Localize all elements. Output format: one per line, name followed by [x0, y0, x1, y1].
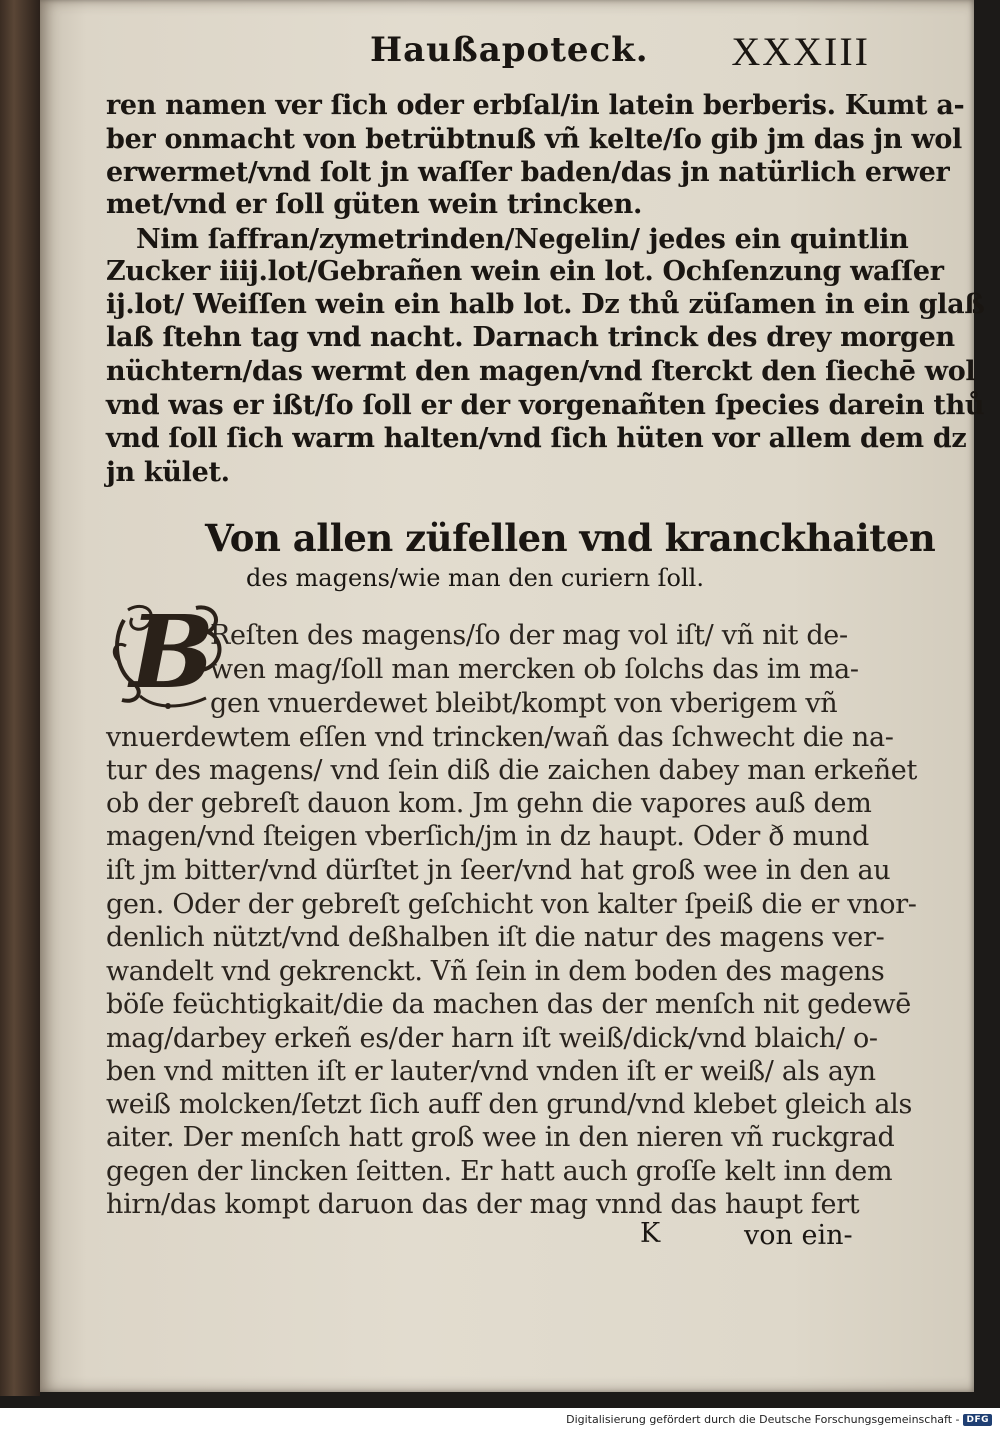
- chapter-subheading: des magens/wie man den curiern ſoll.: [246, 564, 704, 592]
- text-line: laß ſtehn tag vnd nacht. Darnach trinck des drey morgen: [106, 322, 955, 353]
- text-line: wen mag/ſoll man mercken ob ſolchs das im ma‑: [210, 654, 859, 685]
- text-line: Reſten des magens/ſo der mag vol iſt/ vñ nit de‑: [210, 620, 848, 651]
- text-line: met/vnd er ſoll güten wein trincken.: [106, 189, 643, 220]
- text-line: Zucker iiij.lot/Gebrañen wein ein lot. Ochſenzung waſſer: [106, 256, 944, 287]
- text-line: erwermet/vnd ſolt jn waſſer baden/das jn natürlich erwer: [106, 157, 950, 188]
- credit-text: Digitalisierung gefördert durch die Deutsche Forschungsgemeinschaft -: [566, 1413, 960, 1426]
- catchword: von ein‑: [744, 1220, 853, 1251]
- text-line: ij.lot/ Weiſſen wein ein halb lot. Dz thů züſamen in ein glaß: [106, 289, 985, 320]
- text-line: jn kület.: [106, 457, 230, 488]
- text-line: tur des magens/ vnd ſein diß die zaichen dabey man erkeñet: [106, 755, 918, 786]
- text-line: Nim ſaffran/zymetrinden/Negelin/ jedes ein quintlin: [136, 224, 909, 255]
- text-line: aiter. Der menſch hatt groß wee in den nieren vñ ruckgrad: [106, 1122, 895, 1153]
- text-line: böſe feüchtigkait/die da machen das der menſch nit gedewē: [106, 989, 911, 1020]
- text-line: ren namen ver ſich oder erbſal/in latein berberis. Kumt a‑: [106, 90, 965, 121]
- text-line: wandelt vnd gekrenckt. Vñ ſein in dem boden des magens: [106, 956, 885, 987]
- text-line: ob der gebreſt dauon kom. Jm gehn die vapores auß dem: [106, 788, 872, 819]
- initial-letter: B: [129, 593, 215, 711]
- book-spine-edge: [0, 0, 40, 1396]
- dfg-logo: DFG: [963, 1414, 992, 1426]
- text-line: magen/vnd ſteigen vberſich/jm in dz haupt. Oder ð mund: [106, 821, 869, 852]
- text-line: gen. Oder der gebreſt geſchicht von kalter ſpeiß die er vnor‑: [106, 889, 917, 920]
- text-line: ber onmacht von betrübtnuß vñ kelte/ſo gib jm das jn wol: [106, 124, 962, 155]
- text-line: vnuerdewtem eſſen vnd trincken/wañ das ſchwecht die na‑: [106, 722, 894, 753]
- text-line: gen vnuerdewet bleibt/kompt von vberigem vñ: [210, 688, 838, 719]
- chapter-heading: Von allen züfellen vnd kranckhaiten: [205, 516, 936, 560]
- folio-number: XXXIII: [731, 29, 870, 74]
- running-head-title: Haußapoteck.: [370, 30, 649, 70]
- text-line: vnd was er ißt/ſo ſoll er der vorgenañten ſpecies darein thů: [106, 390, 985, 421]
- signature-mark: K: [640, 1218, 661, 1249]
- running-head: [330, 24, 870, 80]
- text-line: nüchtern/das wermt den magen/vnd ſterckt den ſiechē wol: [106, 356, 976, 387]
- text-line: iſt jm bitter/vnd dürſtet jn ſeer/vnd hat groß wee in den au: [106, 855, 891, 886]
- text-line: denlich nützt/vnd deßhalben iſt die natur des magens ver‑: [106, 922, 885, 953]
- text-line: mag/darbey erkeñ es/der harn iſt weiß/dick/vnd blaich/ o‑: [106, 1023, 878, 1054]
- text-line: ben vnd mitten iſt er lauter/vnd vnden iſt er weiß/ als ayn: [106, 1056, 876, 1087]
- book-page: [40, 0, 985, 1392]
- digitization-credit: [566, 1413, 992, 1426]
- text-line: weiß molcken/ſetzt ſich auff den grund/vnd klebet gleich als: [106, 1089, 913, 1120]
- text-line: hirn/das kompt daruon das der mag vnnd das haupt fert: [106, 1189, 860, 1220]
- text-line: vnd ſoll ſich warm halten/vnd ſich hüten vor allem dem dz: [106, 423, 967, 454]
- text-line: gegen der lincken ſeitten. Er hatt auch groſſe kelt inn dem: [106, 1156, 893, 1187]
